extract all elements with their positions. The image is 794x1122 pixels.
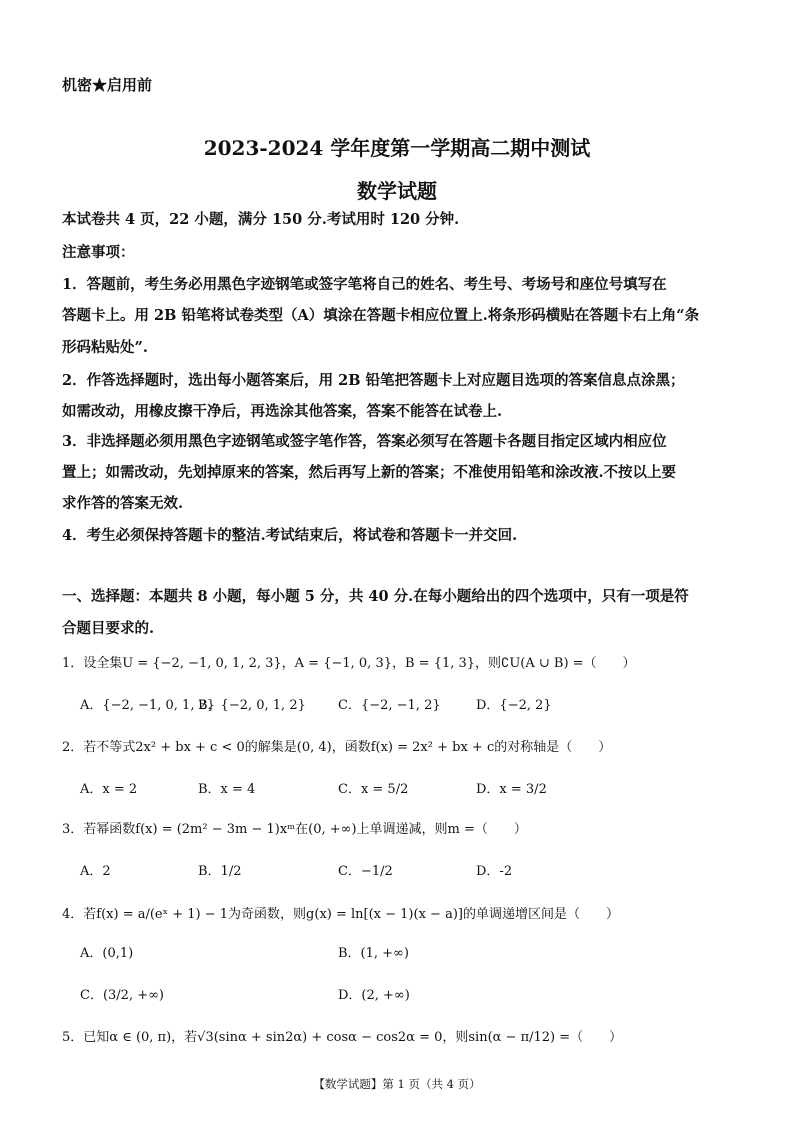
- notice-line: 1．答题前，考生务必用黑色字迹钢笔或签字笔将自己的姓名、考生号、考场号和座位号填写在: [62, 276, 667, 293]
- q4-option-c: C．(3/2, +∞): [80, 988, 164, 1003]
- q4-option-d: D．(2, +∞): [338, 988, 410, 1003]
- page-footer: 【数学试题】第 1 页（共 4 页）: [313, 1077, 481, 1091]
- q3-option-c: C．−1/2: [338, 864, 393, 879]
- q3-option-a: A．2: [80, 864, 111, 879]
- q2-option-a: A．x = 2: [80, 782, 138, 797]
- q4-option-a: A．(0,1): [80, 946, 134, 961]
- notice-line: 4．考生必须保持答题卡的整洁.考试结束后，将试卷和答题卡一并交回.: [62, 527, 518, 544]
- q3-option-d: D．-2: [476, 864, 513, 879]
- confidential-label: 机密★启用前: [62, 76, 153, 94]
- q3-option-b: B．1/2: [198, 864, 242, 879]
- notice-heading: 注意事项：: [62, 244, 135, 261]
- notice-line: 3．非选择题必须用黑色字迹钢笔或签字笔作答，答案必须写在答题卡各题目指定区域内相应位: [62, 433, 667, 450]
- question-1-stem: 1．设全集U = {−2, −1, 0, 1, 2, 3}，A = {−1, 0, 3}，B = {1, 3}，则∁U(A ∪ B) =（ ）: [62, 656, 636, 671]
- q1-option-a: A．{−2, −1, 0, 1, 2}: [80, 698, 216, 713]
- notice-line: 2．作答选择题时，选出每小题答案后，用 2B 铅笔把答题卡上对应题目选项的答案信息点涂黑；: [62, 372, 685, 389]
- notice-line: 答题卡上。用 2B 铅笔将试卷类型（A）填涂在答题卡相应位置上.将条形码横贴在答题卡右上角“条: [62, 307, 700, 324]
- q2-option-b: B．x = 4: [198, 782, 256, 797]
- section-heading: 一、选择题：本题共 8 小题，每小题 5 分，共 40 分.在每小题给出的四个选项中，只有一项是符: [62, 588, 689, 605]
- notice-line: 求作答的答案无效.: [62, 495, 184, 512]
- notice-line: 置上；如需改动，先划掉原来的答案，然后再写上新的答案；不准使用铅笔和涂改液.不按以上要: [62, 464, 677, 481]
- notice-line: 如需改动，用橡皮擦干净后，再选涂其他答案，答案不能答在试卷上.: [62, 403, 503, 420]
- q1-option-d: D．{−2, 2}: [476, 698, 552, 713]
- question-2-stem: 2．若不等式2x² + bx + c < 0的解集是(0, 4)，函数f(x) = 2x² + bx + c的对称轴是（ ）: [62, 740, 612, 755]
- q1-option-c: C．{−2, −1, 2}: [338, 698, 441, 713]
- exam-title: 2023-2024 学年度第一学期高二期中测试: [203, 136, 591, 160]
- q4-option-b: B．(1, +∞): [338, 946, 409, 961]
- notice-line: 形码粘贴处”.: [62, 339, 148, 356]
- exam-subject: 数学试题: [357, 179, 437, 203]
- question-3-stem: 3．若幂函数f(x) = (2m² − 3m − 1)xᵐ在(0, +∞)上单调递减，则m =（ ）: [62, 822, 527, 837]
- question-4-stem: 4．若f(x) = a/(eˣ + 1) − 1为奇函数，则g(x) = ln[(x − 1)(x − a)]的单调递增区间是（ ）: [62, 907, 619, 922]
- q2-option-d: D．x = 3/2: [476, 782, 547, 797]
- question-5-stem: 5．已知α ∈ (0, π)，若√3(sinα + sin2α) + cosα − cos2α = 0，则sin(α − π/12) =（ ）: [62, 1030, 623, 1045]
- q1-option-b: B．{−2, 0, 1, 2}: [198, 698, 306, 713]
- section-heading-cont: 合题目要求的.: [62, 620, 155, 637]
- q2-option-c: C．x = 5/2: [338, 782, 409, 797]
- exam-info: 本试卷共 4 页，22 小题，满分 150 分.考试用时 120 分钟.: [62, 211, 460, 228]
